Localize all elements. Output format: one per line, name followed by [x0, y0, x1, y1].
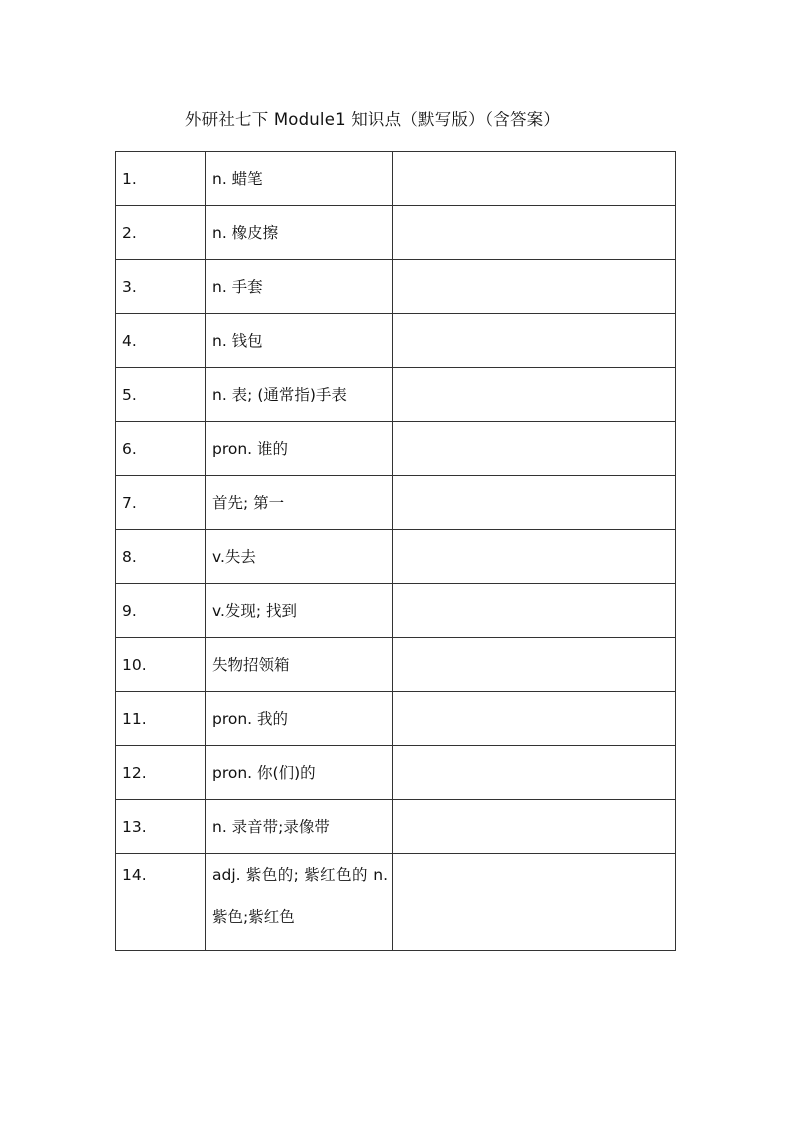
row-number: 13. [116, 800, 206, 854]
table-row [116, 422, 676, 476]
answer-cell [393, 854, 676, 951]
row-number: 7. [116, 476, 206, 530]
answer-cell [393, 368, 676, 422]
answer-cell [393, 152, 676, 206]
answer-cell [393, 638, 676, 692]
row-meaning: v.失去 [206, 530, 393, 584]
answer-cell [393, 206, 676, 260]
row-meaning: n. 蜡笔 [206, 152, 393, 206]
row-meaning: adj. 紫色的; 紫红色的 n. 紫色;紫红色 [206, 854, 393, 951]
answer-cell [393, 746, 676, 800]
table-row [116, 260, 676, 314]
row-number: 3. [116, 260, 206, 314]
row-meaning: pron. 我的 [206, 692, 393, 746]
row-number: 14. [116, 854, 206, 951]
row-number: 8. [116, 530, 206, 584]
row-meaning: pron. 你(们)的 [206, 746, 393, 800]
row-number: 12. [116, 746, 206, 800]
row-meaning: n. 钱包 [206, 314, 393, 368]
table-row [116, 152, 676, 206]
table-row [116, 800, 676, 854]
row-meaning: n. 录音带;录像带 [206, 800, 393, 854]
row-number: 2. [116, 206, 206, 260]
answer-cell [393, 692, 676, 746]
row-number: 6. [116, 422, 206, 476]
row-meaning: n. 橡皮擦 [206, 206, 393, 260]
answer-cell [393, 314, 676, 368]
row-number: 9. [116, 584, 206, 638]
row-number: 1. [116, 152, 206, 206]
row-meaning: n. 手套 [206, 260, 393, 314]
table-row [116, 854, 676, 951]
row-number: 5. [116, 368, 206, 422]
table-row [116, 206, 676, 260]
row-meaning: v.发现; 找到 [206, 584, 393, 638]
table-row [116, 530, 676, 584]
vocab-table [115, 151, 676, 951]
document-title: 外研社七下 Module1 知识点（默写版）（含答案） [184, 110, 561, 129]
table-row [116, 638, 676, 692]
row-number: 11. [116, 692, 206, 746]
row-meaning: pron. 谁的 [206, 422, 393, 476]
answer-cell [393, 260, 676, 314]
answer-cell [393, 584, 676, 638]
row-meaning: 失物招领箱 [206, 638, 393, 692]
table-row [116, 476, 676, 530]
row-meaning: 首先; 第一 [206, 476, 393, 530]
answer-cell [393, 530, 676, 584]
table-row [116, 746, 676, 800]
answer-cell [393, 800, 676, 854]
answer-cell [393, 422, 676, 476]
row-meaning: n. 表; (通常指)手表 [206, 368, 393, 422]
table-row [116, 584, 676, 638]
table-row [116, 368, 676, 422]
row-number: 10. [116, 638, 206, 692]
table-row [116, 692, 676, 746]
row-number: 4. [116, 314, 206, 368]
table-row [116, 314, 676, 368]
answer-cell [393, 476, 676, 530]
